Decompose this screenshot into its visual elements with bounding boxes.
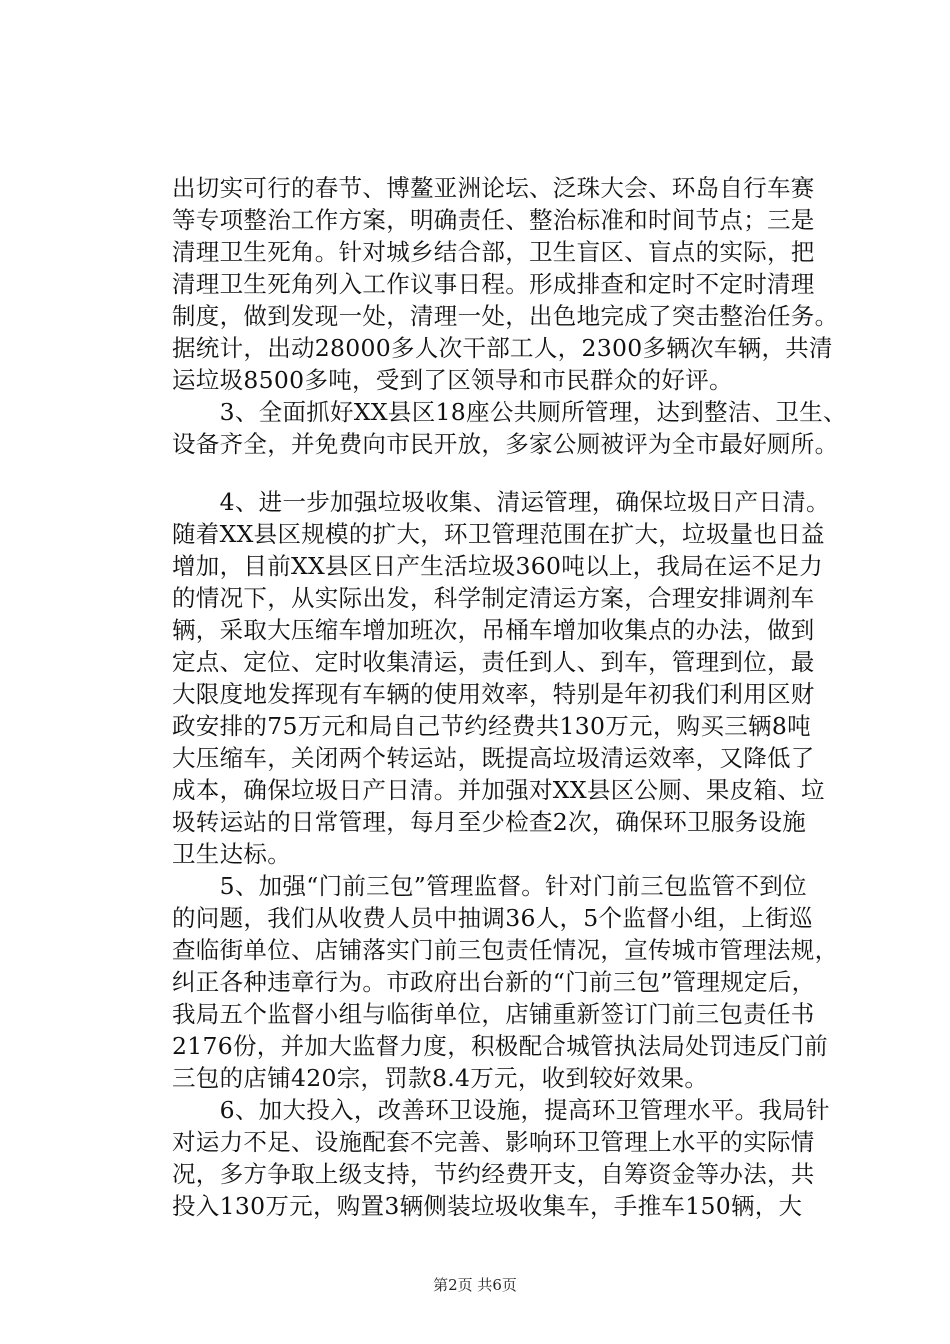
text-line: 4、进一步加强垃圾收集、清运管理，确保垃圾日产日清。 [172, 488, 830, 516]
text-line: 设备齐全，并免费向市民开放，多家公厕被评为全市最好厕所。 [172, 430, 839, 458]
text-line: 的情况下，从实际出发，科学制定清运方案，合理安排调剂车 [172, 584, 815, 612]
text-line: 定点、定位、定时收集清运，责任到人、到车，管理到位，最 [172, 648, 815, 676]
text-line: 随着XX县区规模的扩大，环卫管理范围在扩大，垃圾量也日益 [172, 520, 825, 548]
text-line: 2176份，并加大监督力度，积极配合城管执法局处罚违反门前 [172, 1032, 829, 1060]
text-line: 况，多方争取上级支持，节约经费开支，自筹资金等办法，共 [172, 1160, 815, 1188]
text-line: 圾转运站的日常管理，每月至少检查2次，确保环卫服务设施 [172, 808, 807, 836]
text-line: 投入130万元，购置3辆侧装垃圾收集车，手推车150辆，大 [172, 1192, 803, 1220]
text-line: 查临街单位、店铺落实门前三包责任情况，宣传城市管理法规， [172, 936, 839, 964]
text-line: 运垃圾8500多吨，受到了区领导和市民群众的好评。 [172, 366, 733, 394]
text-line: 我局五个监督小组与临街单位，店铺重新签订门前三包责任书 [172, 1000, 815, 1028]
text-line: 清理卫生死角。针对城乡结合部，卫生盲区、盲点的实际，把 [172, 238, 815, 266]
text-line: 大压缩车，关闭两个转运站，既提高垃圾清运效率，又降低了 [172, 744, 815, 772]
page-number-footer: 第2页 共6页 [433, 1276, 517, 1294]
text-line: 卫生达标。 [172, 840, 291, 868]
text-line: 据统计，出动28000多人次干部工人，2300多辆次车辆，共清 [172, 334, 833, 362]
text-line: 纠正各种违章行为。市政府出台新的“门前三包”管理规定后， [172, 968, 816, 996]
text-line: 5、加强“门前三包”管理监督。针对门前三包监管不到位 [172, 872, 807, 900]
text-line: 的问题，我们从收费人员中抽调36人，5个监督小组，上街巡 [172, 904, 813, 932]
text-line: 6、加大投入，改善环卫设施，提高环卫管理水平。我局针 [172, 1096, 830, 1124]
text-line: 辆，采取大压缩车增加班次，吊桶车增加收集点的办法，做到 [172, 616, 815, 644]
text-line: 对运力不足、设施配套不完善、影响环卫管理上水平的实际情 [172, 1128, 815, 1156]
text-line: 3、全面抓好XX县区18座公共厕所管理，达到整洁、卫生、 [172, 398, 847, 426]
text-line: 三包的店铺420宗，罚款8.4万元，收到较好效果。 [172, 1064, 709, 1092]
text-line: 清理卫生死角列入工作议事日程。形成排查和定时不定时清理 [172, 270, 815, 298]
text-line: 增加，目前XX县区日产生活垃圾360吨以上，我局在运不足力 [172, 552, 824, 580]
text-line: 大限度地发挥现有车辆的使用效率，特别是年初我们利用区财 [172, 680, 815, 708]
text-line: 成本，确保垃圾日产日清。并加强对XX县区公厕、果皮箱、垃 [172, 776, 825, 804]
text-line: 出切实可行的春节、博鳌亚洲论坛、泛珠大会、环岛自行车赛 [172, 174, 815, 202]
text-line: 政安排的75万元和局自己节约经费共130万元，购买三辆8吨 [172, 712, 811, 740]
text-line: 等专项整治工作方案，明确责任、整治标准和时间节点；三是 [172, 206, 815, 234]
text-line: 制度，做到发现一处，清理一处，出色地完成了突击整治任务。 [172, 302, 839, 330]
